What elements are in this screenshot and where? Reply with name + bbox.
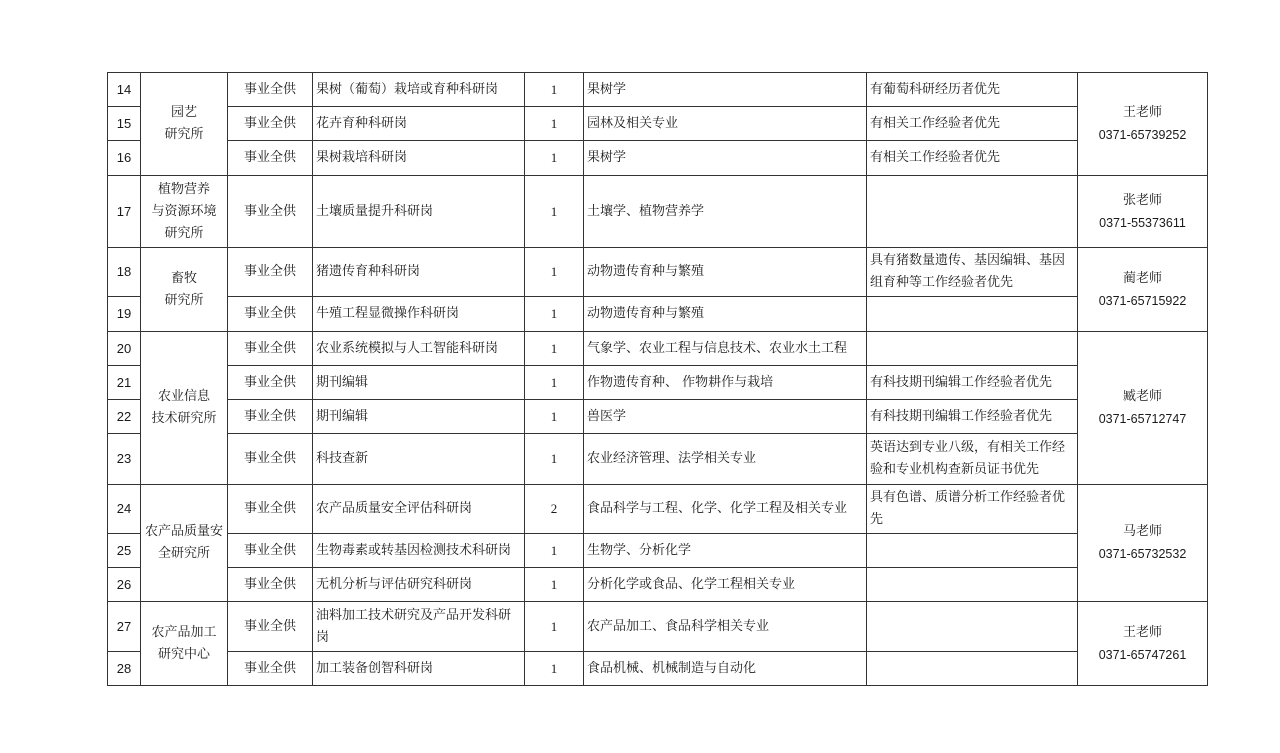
other-requirement — [867, 602, 1078, 652]
unit-name-line: 植物营养 — [157, 181, 210, 197]
position-type: 事业全供 — [228, 602, 313, 652]
position-name: 无机分析与评估研究科研岗 — [313, 568, 525, 602]
headcount: 1 — [525, 568, 584, 602]
recruitment-table-container — [107, 72, 1208, 686]
headcount: 1 — [525, 73, 584, 107]
row-number: 20 — [108, 332, 141, 366]
headcount: 1 — [525, 534, 584, 568]
major-requirement: 园林及相关专业 — [584, 107, 867, 141]
unit-name-line: 农产品加工 — [151, 624, 217, 640]
unit-name-line: 技术研究所 — [151, 411, 217, 426]
other-requirement — [867, 176, 1078, 248]
position-type: 事业全供 — [228, 141, 313, 176]
row-number: 26 — [108, 568, 141, 602]
row-number: 27 — [108, 602, 141, 652]
contact-phone: 0371-55373611 — [1099, 215, 1186, 230]
other-requirement: 有葡萄科研经历者优先 — [867, 73, 1078, 107]
major-requirement: 作物遗传育种、 作物耕作与栽培 — [584, 366, 867, 400]
position-type: 事业全供 — [228, 534, 313, 568]
position-name: 土壤质量提升科研岗 — [313, 176, 525, 248]
other-requirement: 有科技期刊编辑工作经验者优先 — [867, 400, 1078, 434]
major-requirement: 果树学 — [584, 141, 867, 176]
row-number: 21 — [108, 366, 141, 400]
position-type: 事业全供 — [228, 485, 313, 534]
position-name: 科技查新 — [313, 434, 525, 485]
contact-info — [1078, 176, 1208, 248]
other-requirement — [867, 652, 1078, 686]
recruitment-table — [107, 72, 1208, 686]
unit-name — [141, 485, 228, 602]
table-row — [108, 534, 1208, 568]
contact-phone: 0371-65712747 — [1098, 412, 1187, 426]
other-requirement: 有相关工作经验者优先 — [867, 107, 1078, 141]
contact-info — [1078, 602, 1208, 686]
other-requirement: 有相关工作经验者优先 — [867, 141, 1078, 176]
other-requirement — [867, 568, 1078, 602]
other-requirement: 具有色谱、质谱分析工作经验者优先 — [867, 485, 1078, 534]
position-name: 油料加工技术研究及产品开发科研岗 — [313, 602, 525, 652]
contact-name: 王老师 — [1122, 624, 1162, 640]
headcount: 1 — [525, 602, 584, 652]
unit-name-line: 园艺 — [170, 105, 197, 120]
row-number: 22 — [108, 400, 141, 434]
major-requirement: 食品机械、机械制造与自动化 — [584, 652, 867, 686]
position-type: 事业全供 — [228, 73, 313, 107]
position-type: 事业全供 — [228, 107, 313, 141]
table-row — [108, 332, 1208, 366]
headcount: 1 — [525, 652, 584, 686]
headcount: 1 — [525, 332, 584, 366]
major-requirement: 气象学、农业工程与信息技术、农业水土工程 — [584, 332, 867, 366]
position-name: 果树（葡萄）栽培或育种科研岗 — [313, 73, 525, 107]
row-number: 14 — [108, 73, 141, 107]
position-type: 事业全供 — [228, 366, 313, 400]
unit-name — [141, 73, 228, 176]
major-requirement: 食品科学与工程、化学、化学工程及相关专业 — [584, 485, 867, 534]
unit-name-line: 农产品质量安 — [144, 524, 223, 539]
contact-name: 蔺老师 — [1122, 270, 1162, 286]
table-row — [108, 248, 1208, 297]
position-type: 事业全供 — [228, 434, 313, 485]
row-number: 15 — [108, 107, 141, 141]
position-name: 生物毒素或转基因检测技术科研岗 — [313, 534, 525, 568]
contact-phone: 0371-65747261 — [1098, 647, 1187, 662]
contact-phone: 0371-65715922 — [1098, 293, 1187, 308]
table-row — [108, 602, 1208, 652]
row-number: 24 — [108, 485, 141, 534]
position-name: 农产品质量安全评估科研岗 — [313, 485, 525, 534]
row-number: 17 — [108, 176, 141, 248]
table-row — [108, 297, 1208, 332]
other-requirement: 具有猪数量遗传、基因编辑、基因组育种等工作经验者优先 — [867, 248, 1078, 297]
major-requirement: 土壤学、植物营养学 — [584, 176, 867, 248]
headcount: 1 — [525, 248, 584, 297]
row-number: 16 — [108, 141, 141, 176]
major-requirement: 动物遗传育种与繁殖 — [584, 248, 867, 297]
table-row — [108, 176, 1208, 248]
position-type: 事业全供 — [228, 568, 313, 602]
row-number: 18 — [108, 248, 141, 297]
table-row — [108, 434, 1208, 485]
row-number: 23 — [108, 434, 141, 485]
table-row — [108, 73, 1208, 107]
position-name: 花卉育种科研岗 — [313, 107, 525, 141]
position-name: 农业系统模拟与人工智能科研岗 — [313, 332, 525, 366]
row-number: 28 — [108, 652, 141, 686]
position-type: 事业全供 — [228, 652, 313, 686]
other-requirement — [867, 332, 1078, 366]
major-requirement: 兽医学 — [584, 400, 867, 434]
position-name: 牛殖工程显微操作科研岗 — [313, 297, 525, 332]
unit-name — [141, 248, 228, 332]
headcount: 1 — [525, 176, 584, 248]
table-row — [108, 366, 1208, 400]
position-name: 期刊编辑 — [313, 400, 525, 434]
major-requirement: 农业经济管理、法学相关专业 — [584, 434, 867, 485]
unit-name-line: 研究所 — [164, 225, 204, 241]
position-type: 事业全供 — [228, 332, 313, 366]
other-requirement — [867, 534, 1078, 568]
contact-name: 王老师 — [1122, 105, 1162, 120]
contact-name: 臧老师 — [1122, 389, 1162, 404]
position-name: 加工装备创智科研岗 — [313, 652, 525, 686]
major-requirement: 农产品加工、食品科学相关专业 — [584, 602, 867, 652]
unit-name-line: 畜牧 — [170, 270, 197, 286]
major-requirement: 分析化学或食品、化学工程相关专业 — [584, 568, 867, 602]
major-requirement: 动物遗传育种与繁殖 — [584, 297, 867, 332]
unit-name — [141, 332, 228, 485]
headcount: 2 — [525, 485, 584, 534]
major-requirement: 生物学、分析化学 — [584, 534, 867, 568]
unit-name — [141, 176, 228, 248]
row-number: 25 — [108, 534, 141, 568]
unit-name-line: 研究所 — [164, 127, 204, 142]
headcount: 1 — [525, 141, 584, 176]
other-requirement — [867, 297, 1078, 332]
table-row — [108, 400, 1208, 434]
position-name: 猪遗传育种科研岗 — [313, 248, 525, 297]
headcount: 1 — [525, 297, 584, 332]
contact-info — [1078, 73, 1208, 176]
unit-name-line: 全研究所 — [157, 546, 210, 561]
headcount: 1 — [525, 107, 584, 141]
position-type: 事业全供 — [228, 248, 313, 297]
contact-name: 马老师 — [1122, 524, 1162, 539]
position-name: 期刊编辑 — [313, 366, 525, 400]
headcount: 1 — [525, 366, 584, 400]
table-row — [108, 568, 1208, 602]
contact-name: 张老师 — [1122, 192, 1162, 208]
contact-phone: 0371-65732532 — [1098, 547, 1187, 561]
unit-name-line: 农业信息 — [157, 389, 210, 404]
row-number: 19 — [108, 297, 141, 332]
table-row — [108, 652, 1208, 686]
unit-name-line: 与资源环境 — [151, 203, 217, 219]
other-requirement: 英语达到专业八级，有相关工作经验和专业机构查新员证书优先 — [867, 434, 1078, 485]
table-row — [108, 485, 1208, 534]
unit-name-line: 研究所 — [164, 292, 204, 308]
position-name: 果树栽培科研岗 — [313, 141, 525, 176]
contact-info — [1078, 485, 1208, 602]
table-row — [108, 107, 1208, 141]
unit-name-line: 研究中心 — [157, 646, 210, 662]
contact-phone: 0371-65739252 — [1098, 128, 1187, 142]
position-type: 事业全供 — [228, 400, 313, 434]
headcount: 1 — [525, 434, 584, 485]
unit-name — [141, 602, 228, 686]
other-requirement: 有科技期刊编辑工作经验者优先 — [867, 366, 1078, 400]
table-row — [108, 141, 1208, 176]
headcount: 1 — [525, 400, 584, 434]
position-type: 事业全供 — [228, 176, 313, 248]
contact-info — [1078, 248, 1208, 332]
contact-info — [1078, 332, 1208, 485]
major-requirement: 果树学 — [584, 73, 867, 107]
position-type: 事业全供 — [228, 297, 313, 332]
